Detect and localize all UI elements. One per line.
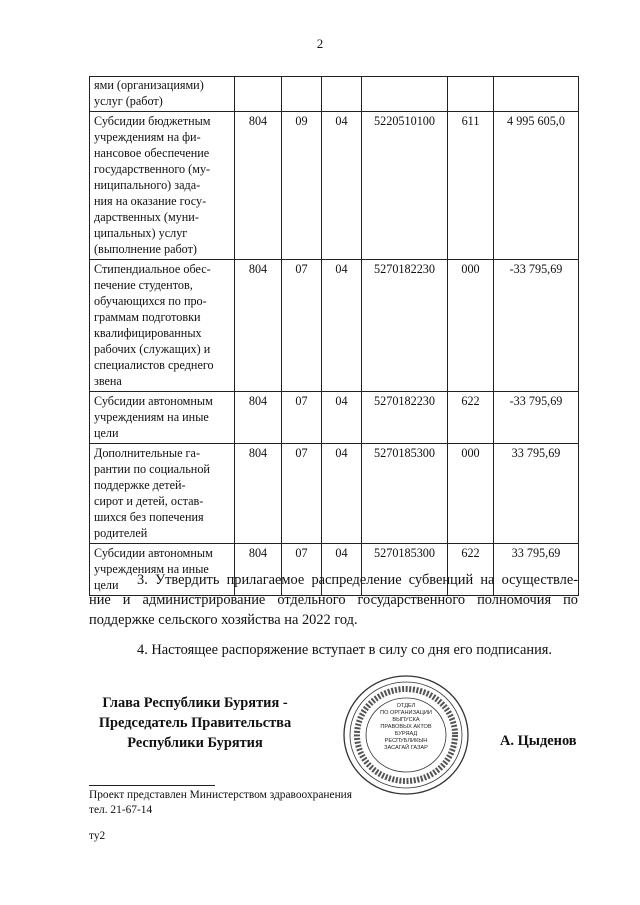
signatory-title xyxy=(84,693,306,753)
signatory-title-line: Председатель Правительства xyxy=(98,715,292,731)
table-row xyxy=(90,444,579,544)
cell-name-line: Стипендиальное обес- xyxy=(94,262,211,276)
cell-type: 000 xyxy=(448,260,494,392)
cell-name xyxy=(90,112,235,260)
cell-name-line: шихся без попечения xyxy=(94,510,204,524)
cell-target xyxy=(362,77,448,112)
cell-type: 622 xyxy=(448,392,494,444)
cell-amount: 33 795,69 xyxy=(494,444,579,544)
cell-ministry: 804 xyxy=(235,444,282,544)
cell-name-line: учреждениям на фи- xyxy=(94,130,201,144)
cell-amount: 4 995 605,0 xyxy=(494,112,579,260)
cell-name-line: Дополнительные га- xyxy=(94,446,200,460)
cell-name-line: обучающихся по про- xyxy=(94,294,207,308)
cell-target: 5220510100 xyxy=(362,112,448,260)
cell-name-line: Субсидии автономным xyxy=(94,546,213,560)
stamp-line: ВЫПУСКА xyxy=(392,717,420,723)
cell-section: 07 xyxy=(282,444,322,544)
cell-subsection: 04 xyxy=(322,260,362,392)
footer-divider xyxy=(89,785,215,786)
cell-name-line: поддержке детей- xyxy=(94,478,186,492)
footer-note xyxy=(89,788,352,818)
stamp-line: ПО ОРГАНИЗАЦИИ xyxy=(380,710,432,716)
cell-type: 622 xyxy=(448,544,494,596)
stamp-line: РЕСПУБЛИКЫН xyxy=(384,738,428,744)
cell-subsection: 04 xyxy=(322,544,362,596)
cell-name-line: услуг (работ) xyxy=(94,94,163,108)
cell-subsection: 04 xyxy=(322,112,362,260)
table-row xyxy=(90,112,579,260)
cell-name-line: учреждениям на иные xyxy=(94,562,209,576)
cell-subsection: 04 xyxy=(322,444,362,544)
cell-name-line: дарственных (муни- xyxy=(94,210,199,224)
cell-ministry: 804 xyxy=(235,392,282,444)
cell-amount: 33 795,69 xyxy=(494,544,579,596)
cell-name xyxy=(90,392,235,444)
cell-type: 000 xyxy=(448,444,494,544)
cell-name-line: государственного (му- xyxy=(94,162,211,176)
cell-section xyxy=(282,77,322,112)
stamp-line: ПРАВОВЫХ АКТОВ xyxy=(380,724,432,730)
table-row xyxy=(90,260,579,392)
stamp-line: БУРЯАД xyxy=(394,731,418,737)
cell-name-line: родителей xyxy=(94,526,148,540)
cell-subsection xyxy=(322,77,362,112)
cell-name-line: цели xyxy=(94,578,119,592)
paragraph-4: 4. Настоящее распоряжение вступает в силу со дня его подписания. xyxy=(137,642,552,658)
cell-target: 5270182230 xyxy=(362,392,448,444)
document-code: ту2 xyxy=(89,830,106,842)
footer-note-line: тел. 21-67-14 xyxy=(89,804,153,816)
signatory-name: А. Цыденов xyxy=(500,733,577,749)
cell-name-line: учреждениям на иные xyxy=(94,410,209,424)
paragraph-3: 3. Утвердить прилагаемое распределение субвенций на осуществле-ние и администрирование отдельного государственного полномочия по поддержке сельского хозяйства на 2022 год. xyxy=(89,572,578,628)
cell-type: 611 xyxy=(448,112,494,260)
cell-name-line: рабочих (служащих) и xyxy=(94,342,211,356)
cell-name-line: звена xyxy=(94,374,122,388)
cell-name-line: печение студентов, xyxy=(94,278,193,292)
cell-amount xyxy=(494,77,579,112)
cell-target: 5270185300 xyxy=(362,444,448,544)
cell-section: 09 xyxy=(282,112,322,260)
cell-ministry: 804 xyxy=(235,112,282,260)
footer-note-line: Проект представлен Министерством здравоохранения xyxy=(89,789,352,801)
stamp-line: ЗАСАГАЙ ГАЗАР xyxy=(384,745,428,751)
cell-name-line: граммам подготовки xyxy=(94,310,201,324)
cell-ministry: 804 xyxy=(235,544,282,596)
cell-name-line: цели xyxy=(94,426,119,440)
cell-target: 5270182230 xyxy=(362,260,448,392)
table-row xyxy=(90,77,579,112)
cell-amount: -33 795,69 xyxy=(494,260,579,392)
cell-name-line: квалифицированных xyxy=(94,326,202,340)
cell-name-line: Субсидии автономным xyxy=(94,394,213,408)
cell-subsection: 04 xyxy=(322,392,362,444)
cell-name xyxy=(90,77,235,112)
cell-target: 5270185300 xyxy=(362,544,448,596)
cell-name xyxy=(90,444,235,544)
cell-ministry: 804 xyxy=(235,260,282,392)
cell-ministry xyxy=(235,77,282,112)
cell-name xyxy=(90,260,235,392)
cell-name-line: ципальных) услуг xyxy=(94,226,188,240)
signatory-title-line: Республики Бурятия xyxy=(127,735,263,751)
cell-name-line: рантии по социальной xyxy=(94,462,210,476)
cell-name-line: Субсидии бюджетным xyxy=(94,114,211,128)
cell-type xyxy=(448,77,494,112)
cell-name-line: ями (организациями) xyxy=(94,78,204,92)
official-stamp xyxy=(340,672,472,798)
cell-name-line: специалистов среднего xyxy=(94,358,214,372)
cell-name-line: (выполнение работ) xyxy=(94,242,197,256)
page-number: 2 xyxy=(316,36,324,51)
table-row xyxy=(90,392,579,444)
stamp-line: ОТДЕЛ xyxy=(396,703,416,709)
cell-name-line: сирот и детей, остав- xyxy=(94,494,204,508)
cell-section: 07 xyxy=(282,260,322,392)
signatory-title-line: Глава Республики Бурятия - xyxy=(102,695,288,711)
cell-name-line: ниципального) зада- xyxy=(94,178,201,192)
budget-table xyxy=(89,76,579,596)
cell-amount: -33 795,69 xyxy=(494,392,579,444)
budget-table-body xyxy=(90,77,579,596)
cell-section: 07 xyxy=(282,392,322,444)
cell-name-line: нансовое обеспечение xyxy=(94,146,210,160)
cell-name-line: ния на оказание госу- xyxy=(94,194,207,208)
cell-section: 07 xyxy=(282,544,322,596)
